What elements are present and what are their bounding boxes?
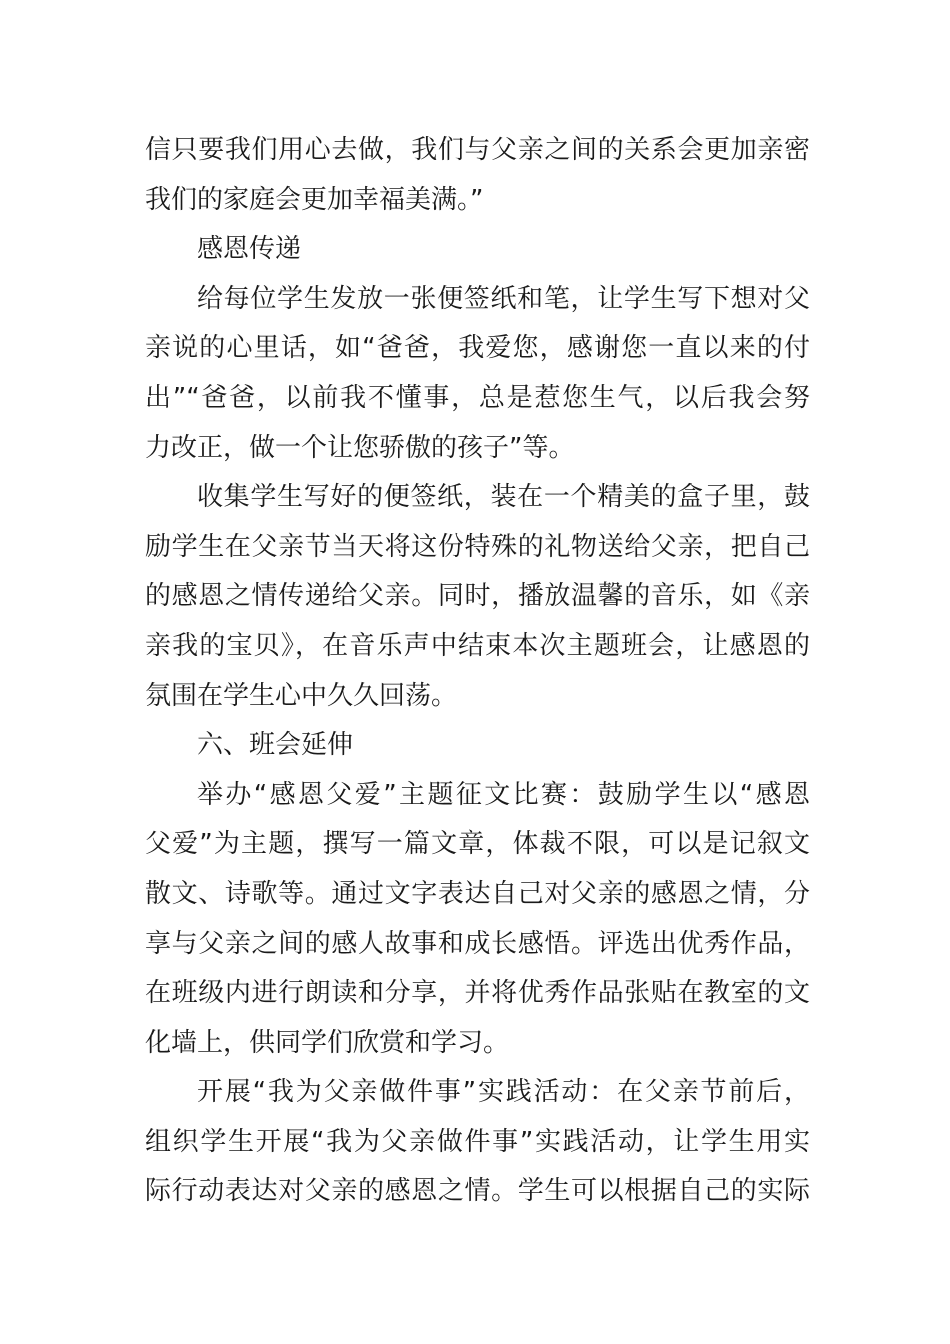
text-line: 举办“感恩父爱”主题征文比赛：鼓励学生以“感恩 bbox=[197, 779, 810, 810]
text-line: 际行动表达对父亲的感恩之情。学生可以根据自己的实际 bbox=[145, 1176, 810, 1207]
text-line: 亲我的宝贝》，在音乐声中结束本次主题班会，让感恩的 bbox=[145, 630, 810, 661]
text-line: 在班级内进行朗读和分享，并将优秀作品张贴在教室的文 bbox=[145, 978, 810, 1009]
text-line: 享与父亲之间的感人故事和成长感悟。评选出优秀作品， bbox=[145, 928, 810, 959]
text-line: 散文、诗歌等。通过文字表达自己对父亲的感恩之情，分 bbox=[145, 878, 810, 909]
subheading-text: 感恩传递 bbox=[197, 234, 302, 265]
text-line: 给每位学生发放一张便签纸和笔，让学生写下想对父 bbox=[197, 283, 810, 314]
text-line: 力改正，做一个让您骄傲的孩子”等。 bbox=[145, 432, 575, 463]
text-line: 组织学生开展“我为父亲做件事”实践活动，让学生用实 bbox=[145, 1126, 810, 1157]
text-line: 收集学生写好的便签纸，装在一个精美的盒子里，鼓 bbox=[197, 482, 810, 513]
text-line: 出”“爸爸，以前我不懂事，总是惹您生气，以后我会努 bbox=[145, 382, 810, 413]
paragraph bbox=[145, 771, 810, 1069]
text-line: 信只要我们用心去做，我们与父亲之间的关系会更加亲密 bbox=[145, 135, 810, 165]
text-line: 励学生在父亲节当天将这份特殊的礼物送给父亲，把自己 bbox=[145, 531, 810, 562]
text-line: 化墙上，供同学们欣赏和学习。 bbox=[145, 1027, 510, 1058]
text-line: 亲说的心里话，如“爸爸，我爱您，感谢您一直以来的付 bbox=[145, 333, 810, 364]
paragraph bbox=[145, 473, 810, 721]
paragraph bbox=[145, 1068, 810, 1217]
section-subheading bbox=[145, 225, 810, 275]
heading-text: 六、班会延伸 bbox=[197, 730, 354, 761]
text-line: 我们的家庭会更加幸福美满。” bbox=[145, 184, 484, 215]
paragraph-continuation bbox=[145, 126, 810, 225]
text-line: 的感恩之情传递给父亲。同时，播放温馨的音乐，如《亲 bbox=[145, 581, 810, 612]
text-line: 父爱”为主题，撰写一篇文章，体裁不限，可以是记叙文 bbox=[145, 829, 810, 860]
paragraph bbox=[145, 275, 810, 473]
document-body bbox=[145, 126, 810, 1217]
section-heading bbox=[145, 721, 810, 771]
text-line: 氛围在学生心中久久回荡。 bbox=[145, 680, 458, 711]
text-line: 开展“我为父亲做件事”实践活动：在父亲节前后， bbox=[197, 1077, 810, 1108]
